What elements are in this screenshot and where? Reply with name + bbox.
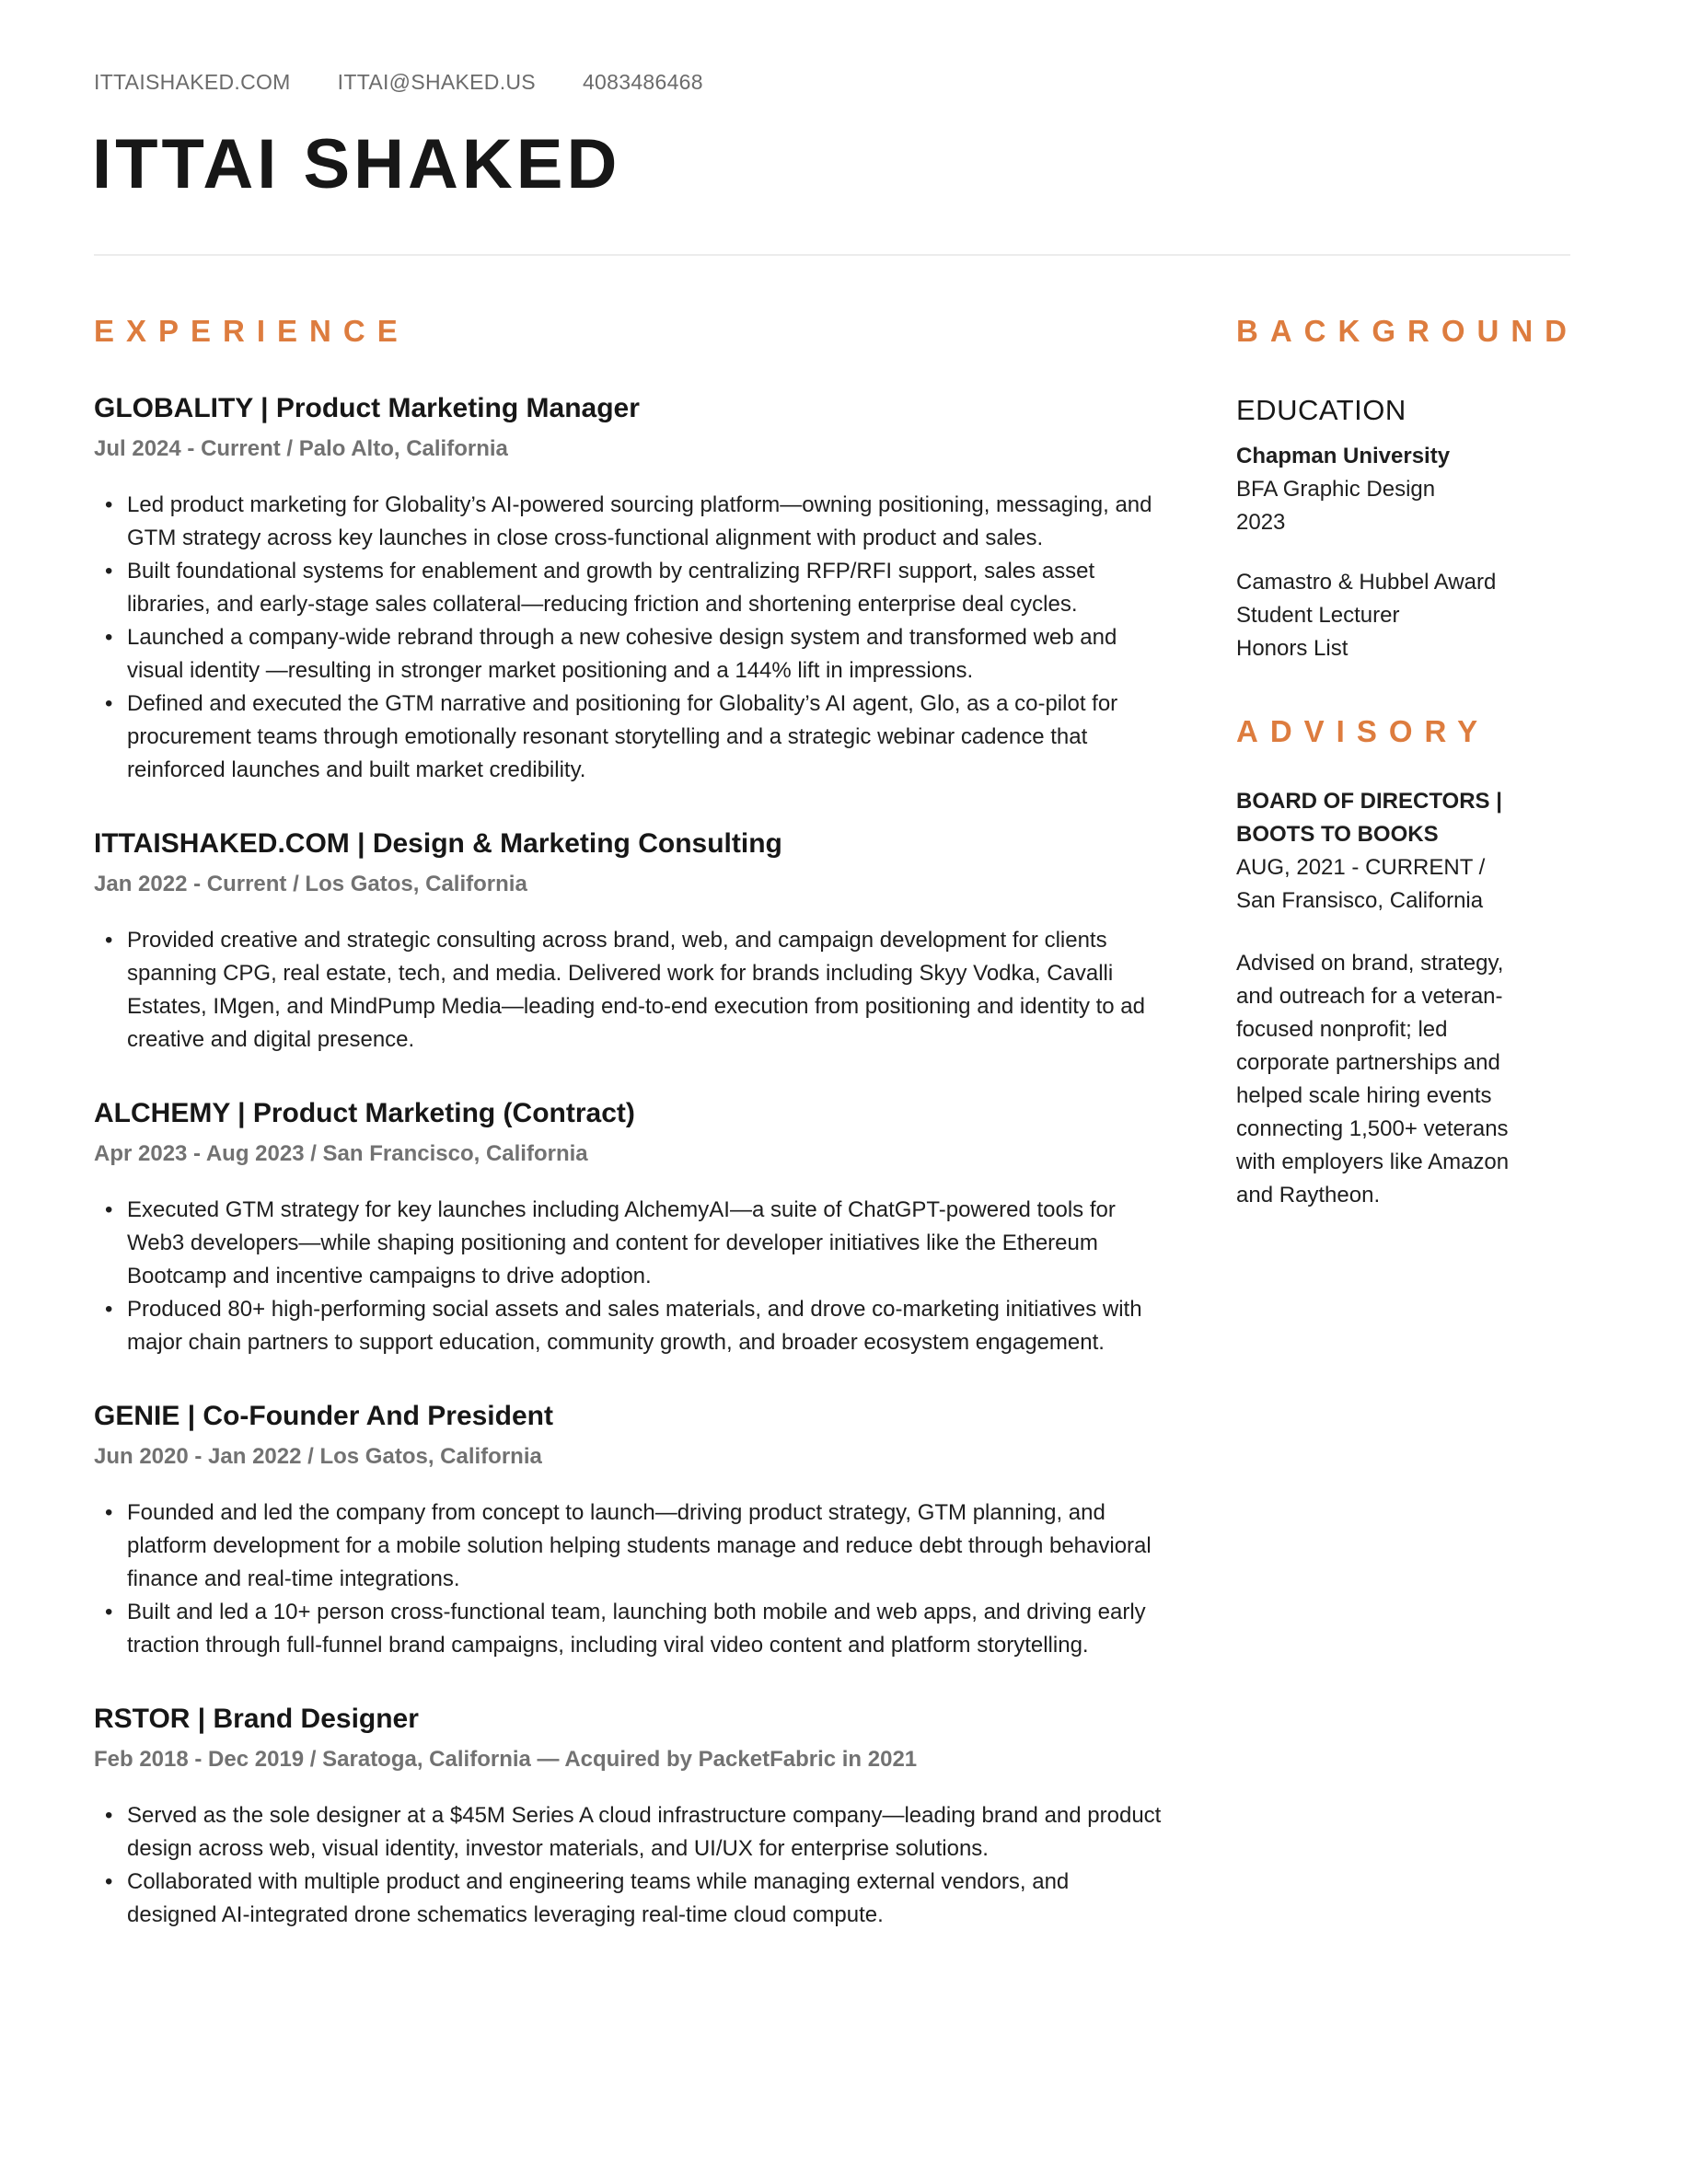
website-text: ITTAISHAKED.COM — [94, 70, 291, 94]
bullet-item: • Produced 80+ high-performing social assets and sales materials, and drove co-marketing initiatives with major chain partners to support education, community growth, and broader ecosystem engagement. — [94, 1293, 1162, 1359]
bullet-item: • Executed GTM strategy for key launches including AlchemyAI—a suite of ChatGPT-powered tools for Web3 developers—while shaping positioning and content for developer initiatives like the Ethereum Bootcamp and incentive campaigns to drive adoption. — [94, 1194, 1162, 1293]
phone-text: 4083486468 — [582, 70, 703, 94]
experience-column — [94, 309, 1162, 1932]
job-title: ALCHEMY | Product Marketing (Contract) — [94, 1098, 635, 1128]
experience-heading: EXPERIENCE — [94, 314, 410, 348]
job-title: RSTOR | Brand Designer — [94, 1704, 419, 1734]
job-title: ITTAISHAKED.COM | Design & Marketing Consulting — [94, 828, 782, 859]
advisory-location: San Fransisco, California — [1236, 888, 1484, 913]
advisory-org: BOOTS TO BOOKS — [1236, 822, 1439, 847]
job-bullets — [94, 1194, 1162, 1359]
honor-item: Honors List — [1236, 636, 1349, 661]
contact-bar — [94, 70, 703, 95]
school-name: Chapman University — [1236, 444, 1451, 468]
job-bullets — [94, 489, 1162, 787]
job-title: GENIE | Co-Founder And President — [94, 1401, 553, 1431]
graduation-year: 2023 — [1236, 510, 1286, 535]
bullet-item: • Defined and executed the GTM narrative and positioning for Globality’s AI agent, Glo, as a co-pilot for procurement teams through emotionally resonant storytelling and a strategic webinar cadence that reinforced launches and built market credibility. — [94, 688, 1162, 787]
advisory-role-block — [1236, 785, 1586, 918]
bullet-item: • Served as the sole designer at a $45M Series A cloud infrastructure company—leading brand and product design across web, visual identity, investor materials, and UI/UX for enterprise solutions. — [94, 1799, 1162, 1866]
advisory-description: Advised on brand, strategy, and outreach for a veteran-focused nonprofit; led corporate partnerships and helped scale hiring events connecting 1,500+ veterans with employers like Amazon and Raytheon. — [1236, 951, 1510, 1208]
bullet-item: • Provided creative and strategic consulting across brand, web, and campaign development for clients spanning CPG, real estate, tech, and media. Delivered work for brands including Skyy Vodka, Cavalli Estates, IMgen, and MindPump Media—leading end-to-end execution from positioning and identity to ad creative and digital presence. — [94, 924, 1162, 1057]
job-meta: Jan 2022 - Current / Los Gatos, California — [94, 872, 527, 896]
honor-item: Student Lecturer — [1236, 603, 1400, 628]
background-column — [1236, 309, 1586, 1212]
bullet-item: • Founded and led the company from concept to launch—driving product strategy, GTM planning, and platform development for a mobile solution helping students manage and reduce debt through behavioral finance and real-time integrations. — [94, 1496, 1162, 1596]
bullet-item: • Built and led a 10+ person cross-functional team, launching both mobile and web apps, and driving early traction through full-funnel brand campaigns, including viral video content and platform storytelling. — [94, 1596, 1162, 1662]
job-bullets — [94, 1496, 1162, 1662]
degree-text: BFA Graphic Design — [1236, 477, 1436, 502]
honor-item: Camastro & Hubbel Award — [1236, 570, 1497, 595]
job-bullets — [94, 924, 1162, 1057]
job-meta: Jun 2020 - Jan 2022 / Los Gatos, California — [94, 1444, 542, 1469]
job-entry — [94, 826, 1162, 1057]
job-entry — [94, 1398, 1162, 1662]
job-meta: Apr 2023 - Aug 2023 / San Francisco, California — [94, 1141, 588, 1166]
bullet-item: • Built foundational systems for enablement and growth by centralizing RFP/RFI support, sales asset libraries, and early-stage sales collateral—reducing friction and shortening enterprise deal cycles. — [94, 555, 1162, 621]
job-entry — [94, 390, 1162, 787]
honors-list — [1236, 566, 1586, 665]
advisory-heading: ADVISORY — [1236, 714, 1490, 748]
bullet-item: • Collaborated with multiple product and engineering teams while managing external vendors, and designed AI-integrated drone schematics leveraging real-time cloud compute. — [94, 1866, 1162, 1932]
job-title: GLOBALITY | Product Marketing Manager — [94, 393, 640, 423]
bullet-item: • Led product marketing for Globality’s AI-powered sourcing platform—owning positioning, messaging, and GTM strategy across key launches in close cross-functional alignment with product and sales. — [94, 489, 1162, 555]
candidate-name: ITTAI SHAKED — [92, 125, 621, 203]
education-label: EDUCATION — [1236, 394, 1406, 426]
header-divider — [94, 254, 1570, 256]
job-entry — [94, 1095, 1162, 1359]
email-text: ITTAI@SHAKED.US — [337, 70, 536, 94]
job-entry — [94, 1701, 1162, 1932]
bullet-item: • Launched a company-wide rebrand through a new cohesive design system and transformed web and visual identity —resulting in stronger market positioning and a 144% lift in impressions. — [94, 621, 1162, 688]
advisory-dates: AUG, 2021 - CURRENT / — [1236, 855, 1486, 880]
job-bullets — [94, 1799, 1162, 1932]
job-meta: Jul 2024 - Current / Palo Alto, California — [94, 436, 508, 461]
education-block — [1236, 440, 1586, 539]
advisory-role: BOARD OF DIRECTORS | — [1236, 789, 1502, 814]
background-heading: BACKGROUND — [1236, 314, 1579, 348]
job-meta: Feb 2018 - Dec 2019 / Saratoga, California — Acquired by PacketFabric in 2021 — [94, 1747, 918, 1772]
